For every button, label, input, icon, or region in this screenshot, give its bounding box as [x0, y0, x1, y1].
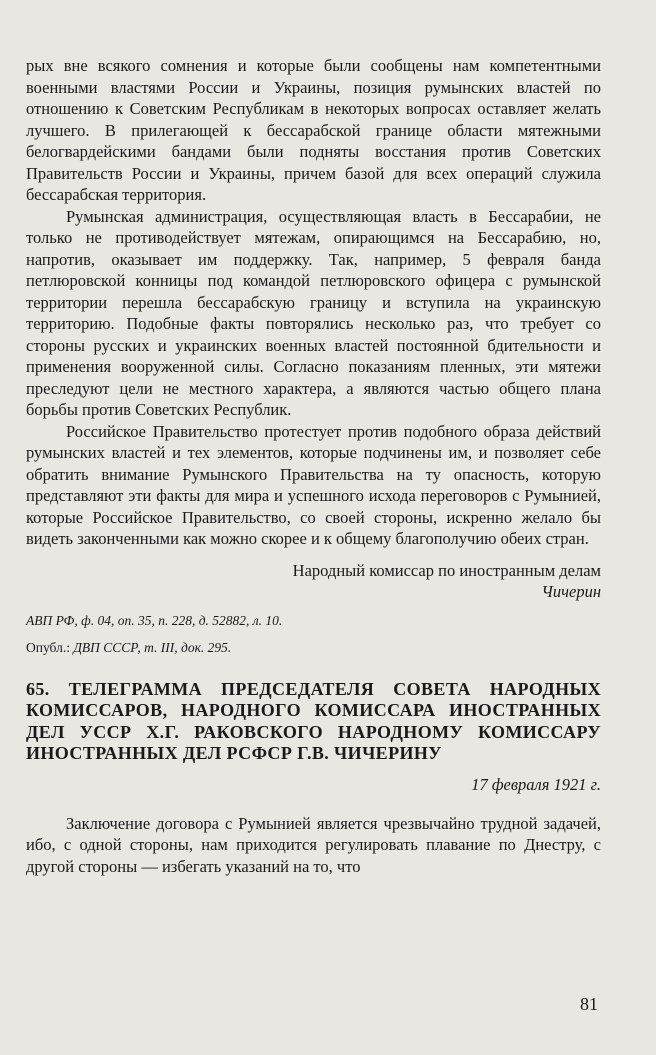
paragraph-2: Румынская администрация, осуществляющая власть в Бессарабии, не только не противодействует мятежам, опирающимся на Бессарабию, но, напротив, оказывает им поддержку. Так, например, 5 февраля банда петлюровской конницы под командой петлюровского офицера с румынской территории перешла бессарабскую границу и вступила на украинскую территорию. Подобные факты повторялись несколько раз, что требует со стороны русских и украинских военных властей постоянной бдительности и применения вооруженной силы. Согласно показаниям пленных, эти мятежи преследуют цели не местного характера, а являются частью общего плана борьбы против Советских Республик.	[26, 206, 601, 419]
page-number: 81	[580, 994, 598, 1014]
document-heading: 65. ТЕЛЕГРАММА ПРЕДСЕДАТЕЛЯ СОВЕТА НАРОДНЫХ КОМИССАРОВ, НАРОДНОГО КОМИССАРА ИНОСТРАННЫХ ДЕЛ УССР Х.Г. РАКОВСКОГО НАРОДНОМУ КОМИССАРУ ИНОСТРАННЫХ ДЕЛ РСФСР Г.В. ЧИЧЕРИНУ	[26, 678, 601, 763]
signature-position: Народный комиссар по иностранным делам	[292, 560, 601, 580]
document-date: 17 февраля 1921 г.	[471, 774, 601, 794]
paragraph-3: Российское Правительство протестует против подобного образа действий румынских властей и тех элементов, которые подчинены им, и позволяет себе обратить внимание Румынского Правительства на ту опасность, которую представляют эти факты для мира и успешного исхода переговоров с Румынией, которые Российское Правительство, со своей стороны, искренно желало бы видеть законченными как можно скорее и к общему благополучию обеих стран.	[26, 421, 601, 548]
signature-name: Чичерин	[541, 582, 601, 601]
archive-reference: АВП РФ, ф. 04, оп. 35, п. 228, д. 52882, л. 10.	[26, 612, 283, 628]
published-ref: ДВП СССР, т. III, док. 295.	[73, 639, 232, 655]
paragraph-1: рых вне всякого сомнения и которые были сообщены нам компетентными военными властями России и Украины, позиция румынских властей по отношению к Советским Республикам в некоторых вопросах оставляет желать лучшего. В прилегающей к бессарабской границе области мятежными белогвардейскими бандами были подняты восстания против Советских Правительств России и Украины, причем базой для всех операций служила бессарабская территория.	[26, 56, 601, 204]
published-label: Опубл.:	[26, 639, 70, 655]
publication-reference	[26, 639, 601, 657]
main-text	[26, 55, 601, 877]
document-text: Заключение договора с Румынией является чрезвычайно трудной задачей, ибо, с одной стороны, нам приходится регулировать плавание по Днестру, с другой стороны — избегать указаний на то, что	[26, 813, 601, 876]
